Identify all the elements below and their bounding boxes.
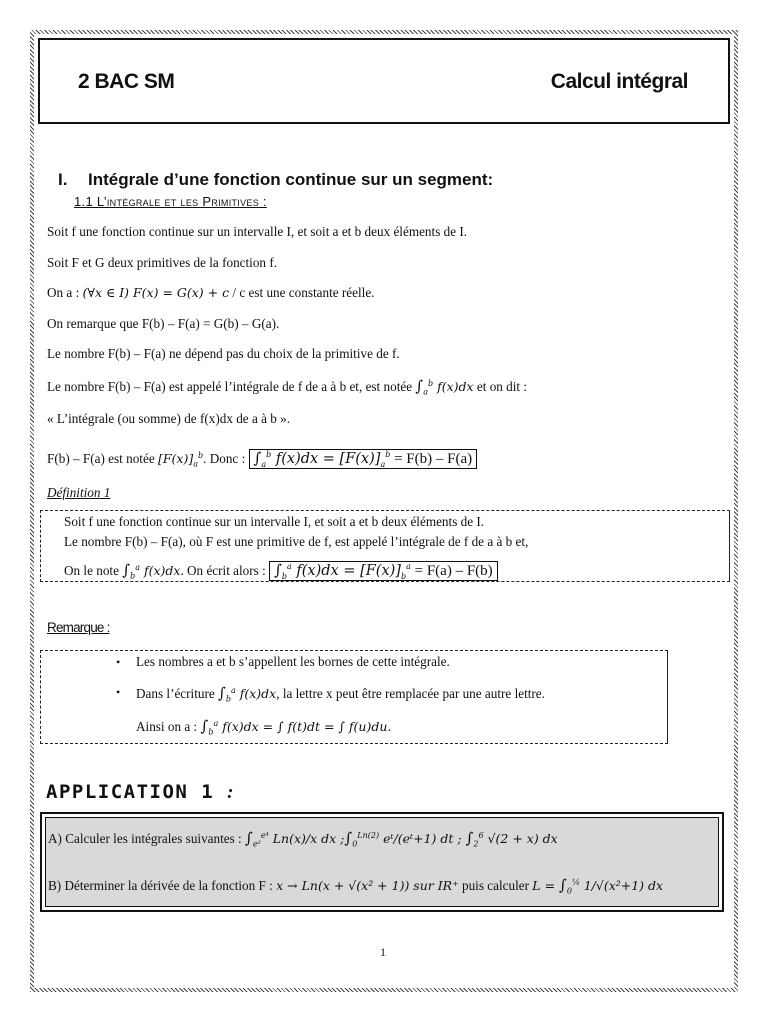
bullet-icon: • — [116, 685, 121, 699]
section-heading — [58, 170, 493, 190]
definition-line: Le nombre F(b) – F(a), où F est une primitive de f, est appelé l’intégrale de f de a à b et, — [64, 534, 529, 549]
text-line: « L’intégrale (ou somme) de f(x)dx de a à b ». — [47, 411, 291, 426]
text-line: Le nombre F(b) – F(a) ne dépend pas du choix de la primitive de f. — [47, 346, 400, 361]
remark-line: Dans l’écriture $\int_b^a$ f(x)dx, la lettre x peut être remplacée par une autre lettre. — [136, 684, 545, 704]
exercise-b: B) Déterminer la dérivée de la fonction F : x → Ln(x + √(x² + 1)) sur IR⁺ puis calculer $L = \int_0^{\frac{1}{4}}$ 1/√(x²+1) dx — [48, 876, 664, 896]
section-number: I. — [58, 170, 68, 189]
remark-line: Ainsi on a : $\int_b^a$ f(x)dx = ∫ f(t)dt = ∫ f(u)du. — [136, 717, 392, 737]
definition-line: On le note $\int_b^a$ f(x)dx. On écrit alors : $\int_b^a$ $f(x)dx = [F(x)]_b^a = F(a) - F(b)$ — [64, 559, 498, 585]
chapter-title: Calcul intégral — [550, 70, 688, 93]
definition-title: Définition 1 — [47, 485, 111, 500]
exercise-a: A) Calculer les intégrales suivantes : $\int_{e^2}^{e^4}$ Ln(x)/x dx $;\int_0^{Ln(2)}$ eᵗ/(eᵗ+1) dt ; $\int_2^6$ √(2 + x) dx — [48, 829, 558, 849]
remark-line: Les nombres a et b s’appellent les bornes de cette intégrale. — [136, 654, 450, 669]
page-number: 1 — [380, 945, 386, 959]
bullet-icon: • — [116, 655, 121, 669]
header-box — [38, 38, 730, 124]
remark-title: Remarque : — [47, 620, 110, 635]
text-line: On remarque que F(b) – F(a) = G(b) – G(a). — [47, 316, 280, 331]
text-line: Le nombre F(b) – F(a) est appelé l’intégrale de f de a à b et, est notée $\int_a^b$ f(x)dx et on dit : — [47, 377, 528, 397]
boxed-formula: $\int_b^a$ $f(x)dx = [F(x)]_b^a = F(a) - F(b)$ — [269, 561, 498, 581]
subsection-heading: 1.1 L’intégrale et les Primitives : — [74, 194, 267, 209]
text-line: Soit F et G deux primitives de la fonction f. — [47, 255, 278, 270]
definition-line: Soit f une fonction continue sur un intervalle I, et soit a et b deux éléments de I. — [64, 514, 485, 529]
text-line: On a : (∀x ∈ I) F(x) = G(x) + c / c est une constante réelle. — [47, 285, 375, 300]
text-line: F(b) – F(a) est notée $[F(x)]_a^b$. Donc : $\int_a^b$ $f(x)dx = [F(x)]_a^b = F(b) - F(a)$ — [47, 447, 477, 473]
class-level: 2 BAC SM — [78, 70, 175, 93]
section-title: Intégrale d’une fonction continue sur un segment: — [88, 170, 494, 189]
application-title: APPLICATION 1 : — [46, 781, 235, 803]
text-line: Soit f une fonction continue sur un intervalle I, et soit a et b deux éléments de I. — [47, 224, 468, 239]
boxed-formula: $\int_a^b$ $f(x)dx = [F(x)]_a^b = F(b) - F(a)$ — [249, 449, 478, 469]
